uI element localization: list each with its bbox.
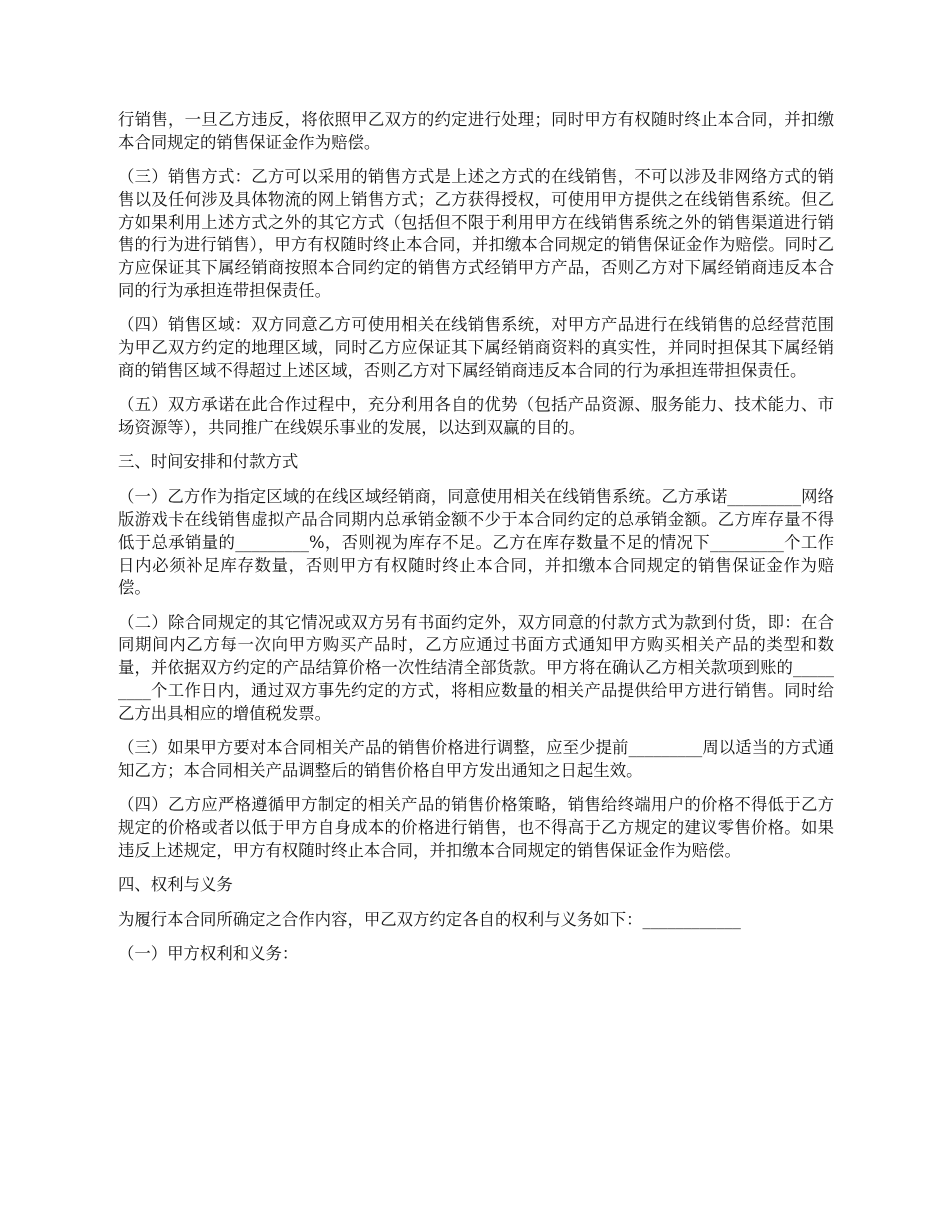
paragraph-sales-violation: 行销售，一旦乙方违反，将依照甲乙双方的约定进行处理；同时甲方有权随时终止本合同，并扣缴本合同规定的销售保证金作为赔偿。 <box>118 110 834 152</box>
section-heading-schedule-payment: 三、时间安排和付款方式 <box>118 452 299 472</box>
paragraph-sales-region: （四）销售区域：双方同意乙方可使用相关在线销售系统，对甲方产品进行在线销售的总经营范围为甲乙双方约定的地理区域，同时乙方应保证其下属经销商资料的真实性，并同时担保其下属经销商的销售区域不得超过上述区域，否则乙方对下属经销商违反本合同的行为承担连带担保责任。 <box>118 315 834 380</box>
paragraph-rights-intro: 为履行本合同所确定之合作内容，甲乙双方约定各自的权利与义务如下：____________ <box>118 909 741 929</box>
subheading-party-a-rights: （一）甲方权利和义务： <box>118 944 299 964</box>
paragraph-regional-distributor: （一）乙方作为指定区域的在线区域经销商，同意使用相关在线销售系统。乙方承诺_________网络版游戏卡在线销售虚拟产品合同期内总承销金额不少于本合同约定的总承销金额。乙方库存量不得低于总承销量的_________%，否则视为库存不足。乙方在库存数量不足的情况下_________个工作日内必须补足库存数量，否则甲方有权随时终止本合同，并扣缴本合同规定的销售保证金作为赔偿。 <box>118 487 834 598</box>
paragraph-price-adjustment: （三）如果甲方要对本合同相关产品的销售价格进行调整，应至少提前_________周以适当的方式通知乙方；本合同相关产品调整后的销售价格自甲方发出通知之日起生效。 <box>118 738 834 780</box>
paragraph-mutual-commitment: （五）双方承诺在此合作过程中，充分利用各自的优势（包括产品资源、服务能力、技术能力、市场资源等），共同推广在线娱乐事业的发展，以达到双赢的目的。 <box>118 395 834 438</box>
section-heading-rights-obligations: 四、权利与义务 <box>118 875 233 895</box>
document-body <box>118 109 834 978</box>
paragraph-payment-method: （二）除合同规定的其它情况或双方另有书面约定外，双方同意的付款方式为款到付货，即：在合同期间内乙方每一次向甲方购买产品时，乙方应通过书面方式通知甲方购买相关产品的类型和数量，并依据双方约定的产品结算价格一次性结清全部货款。甲方将在确认乙方相关款项到账的_________个工作日内，通过双方事先约定的方式，将相应数量的相关产品提供给甲方进行销售。同时给乙方出具相应的增值税发票。 <box>118 612 834 723</box>
paragraph-price-policy: （四）乙方应严格遵循甲方制定的相关产品的销售价格策略，销售给终端用户的价格不得低于乙方规定的价格或者以低于甲方自身成本的价格进行销售，也不得高于乙方规定的建议零售价格。如果违反上述规定，甲方有权随时终止本合同，并扣缴本合同规定的销售保证金作为赔偿。 <box>118 795 834 860</box>
paragraph-sales-method: （三）销售方式：乙方可以采用的销售方式是上述之方式的在线销售，不可以涉及非网络方式的销售以及任何涉及具体物流的网上销售方式；乙方获得授权，可使用甲方提供之在线销售系统。但乙方如果利用上述方式之外的其它方式（包括但不限于利用甲方在线销售系统之外的销售渠道进行销售的行为进行销售），甲方有权随时终止本合同，并扣缴本合同规定的销售保证金作为赔偿。同时乙方应保证其下属经销商按照本合同约定的销售方式经销甲方产品，否则乙方对下属经销商违反本合同的行为承担连带担保责任。 <box>118 167 834 301</box>
